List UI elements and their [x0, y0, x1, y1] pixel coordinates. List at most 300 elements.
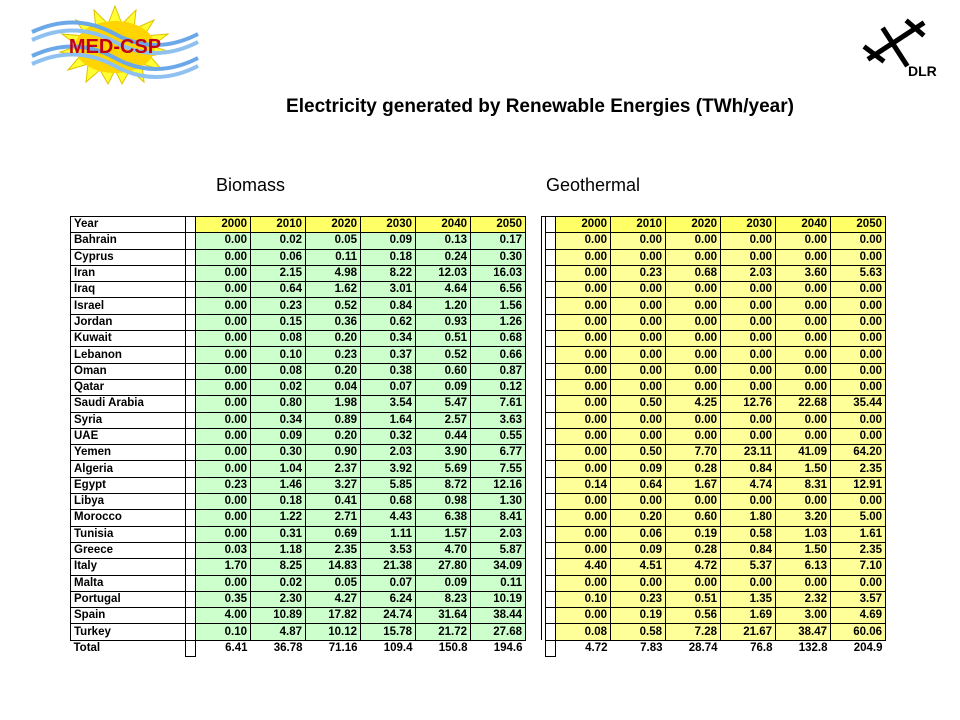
value-cell: 0.18 — [251, 494, 306, 510]
value-cell: 2.37 — [306, 461, 361, 477]
value-cell: 0.30 — [471, 249, 526, 265]
value-cell: 0.00 — [611, 379, 666, 395]
value-cell: 0.34 — [251, 412, 306, 428]
value-cell: 0.19 — [611, 608, 666, 624]
value-cell: 5.00 — [831, 510, 886, 526]
country-name: Kuwait — [71, 331, 186, 347]
value-cell: 0.00 — [556, 494, 611, 510]
gap-spacer — [546, 249, 556, 265]
value-cell: 4.72 — [666, 559, 721, 575]
value-cell: 0.00 — [611, 331, 666, 347]
value-cell: 0.00 — [776, 428, 831, 444]
value-cell: 0.00 — [831, 233, 886, 249]
value-cell: 0.32 — [361, 428, 416, 444]
value-cell: 0.11 — [306, 249, 361, 265]
table-row — [542, 477, 886, 493]
value-cell: 0.00 — [721, 379, 776, 395]
value-cell: 7.61 — [471, 396, 526, 412]
value-cell: 0.62 — [361, 314, 416, 330]
value-cell: 27.80 — [416, 559, 471, 575]
value-cell: 27.68 — [471, 624, 526, 640]
table-row — [71, 608, 526, 624]
value-cell: 0.00 — [196, 412, 251, 428]
value-cell: 0.00 — [721, 331, 776, 347]
value-cell: 0.87 — [471, 363, 526, 379]
value-cell: 2.03 — [721, 265, 776, 281]
value-cell: 0.00 — [196, 298, 251, 314]
value-cell: 0.00 — [721, 494, 776, 510]
gap-spacer — [546, 379, 556, 395]
value-cell: 0.00 — [831, 298, 886, 314]
value-cell: 0.90 — [306, 445, 361, 461]
value-cell: 0.00 — [831, 379, 886, 395]
year-header-cell: 2030 — [361, 217, 416, 233]
table-row — [71, 542, 526, 558]
country-name: UAE — [71, 428, 186, 444]
value-cell: 4.25 — [666, 396, 721, 412]
value-cell: 6.77 — [471, 445, 526, 461]
value-cell: 0.00 — [666, 363, 721, 379]
value-cell: 2.32 — [776, 591, 831, 607]
table-row — [71, 282, 526, 298]
value-cell: 1.80 — [721, 510, 776, 526]
total-row — [71, 640, 526, 656]
value-cell: 0.00 — [196, 510, 251, 526]
gap-spacer — [186, 624, 196, 640]
value-cell: 16.03 — [471, 265, 526, 281]
value-cell: 0.00 — [721, 233, 776, 249]
value-cell: 12.16 — [471, 477, 526, 493]
table-row — [542, 428, 886, 444]
value-cell: 0.00 — [721, 347, 776, 363]
value-cell: 1.50 — [776, 461, 831, 477]
value-cell: 4.43 — [361, 510, 416, 526]
total-value: 76.8 — [721, 640, 776, 656]
gap-spacer — [186, 477, 196, 493]
value-cell: 4.00 — [196, 608, 251, 624]
value-cell: 0.23 — [251, 298, 306, 314]
table-row — [542, 608, 886, 624]
gap-spacer — [546, 624, 556, 640]
value-cell: 1.56 — [471, 298, 526, 314]
value-cell: 0.02 — [251, 379, 306, 395]
value-cell: 0.60 — [416, 363, 471, 379]
year-header-cell: 2050 — [471, 217, 526, 233]
table-row — [542, 445, 886, 461]
gap-spacer — [546, 347, 556, 363]
gap-spacer — [186, 559, 196, 575]
value-cell: 3.00 — [776, 608, 831, 624]
gap-spacer — [546, 363, 556, 379]
table-row — [542, 624, 886, 640]
value-cell: 0.58 — [721, 526, 776, 542]
value-cell: 0.23 — [611, 591, 666, 607]
value-cell: 0.00 — [666, 282, 721, 298]
value-cell: 8.72 — [416, 477, 471, 493]
value-cell: 2.35 — [831, 542, 886, 558]
country-name: Libya — [71, 494, 186, 510]
value-cell: 0.00 — [556, 314, 611, 330]
value-cell: 0.51 — [416, 331, 471, 347]
gap-spacer — [546, 510, 556, 526]
value-cell: 0.09 — [361, 233, 416, 249]
gap-spacer — [186, 640, 196, 656]
value-cell: 0.68 — [471, 331, 526, 347]
total-value: 204.9 — [831, 640, 886, 656]
value-cell: 14.83 — [306, 559, 361, 575]
table-row — [71, 249, 526, 265]
country-name: Greece — [71, 542, 186, 558]
value-cell: 0.00 — [556, 608, 611, 624]
country-name: Bahrain — [71, 233, 186, 249]
year-header-cell: 2050 — [831, 217, 886, 233]
value-cell: 0.60 — [666, 510, 721, 526]
value-cell: 0.00 — [611, 314, 666, 330]
value-cell: 3.20 — [776, 510, 831, 526]
year-header-cell: 2000 — [196, 217, 251, 233]
value-cell: 0.18 — [361, 249, 416, 265]
value-cell: 0.93 — [416, 314, 471, 330]
total-value: 109.4 — [361, 640, 416, 656]
gap-spacer — [546, 282, 556, 298]
value-cell: 1.04 — [251, 461, 306, 477]
med-csp-logo-text: MED-CSP — [68, 36, 162, 58]
gap-spacer — [546, 608, 556, 624]
table-row — [542, 542, 886, 558]
header-row — [542, 217, 886, 233]
value-cell: 0.38 — [361, 363, 416, 379]
value-cell: 2.03 — [471, 526, 526, 542]
table-row — [542, 575, 886, 591]
value-cell: 0.89 — [306, 412, 361, 428]
total-value: 4.72 — [556, 640, 611, 656]
table-row — [71, 331, 526, 347]
value-cell: 0.00 — [611, 428, 666, 444]
total-row — [542, 640, 886, 656]
value-cell: 3.54 — [361, 396, 416, 412]
geothermal-table — [541, 216, 886, 657]
country-name: Iraq — [71, 282, 186, 298]
value-cell: 0.00 — [196, 445, 251, 461]
value-cell: 0.00 — [721, 412, 776, 428]
table-row — [542, 379, 886, 395]
gap-spacer — [186, 217, 196, 233]
value-cell: 0.00 — [556, 282, 611, 298]
gap-spacer — [186, 591, 196, 607]
country-name: Jordan — [71, 314, 186, 330]
value-cell: 0.00 — [831, 363, 886, 379]
value-cell: 0.00 — [196, 265, 251, 281]
value-cell: 0.00 — [666, 331, 721, 347]
country-name: Lebanon — [71, 347, 186, 363]
value-cell: 41.09 — [776, 445, 831, 461]
gap-spacer — [186, 494, 196, 510]
value-cell: 0.00 — [666, 575, 721, 591]
table-row — [542, 314, 886, 330]
table-row — [542, 363, 886, 379]
value-cell: 0.09 — [416, 379, 471, 395]
table-row — [542, 347, 886, 363]
value-cell: 0.20 — [306, 363, 361, 379]
value-cell: 2.57 — [416, 412, 471, 428]
value-cell: 4.40 — [556, 559, 611, 575]
value-cell: 4.87 — [251, 624, 306, 640]
value-cell: 0.00 — [196, 233, 251, 249]
value-cell: 8.41 — [471, 510, 526, 526]
value-cell: 0.00 — [776, 575, 831, 591]
value-cell: 0.05 — [306, 575, 361, 591]
gap-spacer — [546, 396, 556, 412]
value-cell: 1.20 — [416, 298, 471, 314]
value-cell: 3.27 — [306, 477, 361, 493]
country-name: Malta — [71, 575, 186, 591]
gap-spacer — [186, 396, 196, 412]
value-cell: 0.10 — [196, 624, 251, 640]
table-row — [71, 347, 526, 363]
value-cell: 0.00 — [611, 494, 666, 510]
table-row — [542, 526, 886, 542]
value-cell: 0.80 — [251, 396, 306, 412]
value-cell: 0.00 — [831, 314, 886, 330]
value-cell: 0.06 — [251, 249, 306, 265]
value-cell: 0.00 — [831, 347, 886, 363]
table-row — [542, 233, 886, 249]
gap-spacer — [186, 298, 196, 314]
value-cell: 1.03 — [776, 526, 831, 542]
value-cell: 0.84 — [361, 298, 416, 314]
value-cell: 0.00 — [776, 249, 831, 265]
value-cell: 8.31 — [776, 477, 831, 493]
value-cell: 0.28 — [666, 461, 721, 477]
total-value: 28.74 — [666, 640, 721, 656]
value-cell: 0.12 — [471, 379, 526, 395]
value-cell: 0.11 — [471, 575, 526, 591]
total-label: Total — [73, 642, 101, 655]
value-cell: 0.02 — [251, 575, 306, 591]
value-cell: 3.01 — [361, 282, 416, 298]
value-cell: 0.00 — [831, 428, 886, 444]
value-cell: 6.24 — [361, 591, 416, 607]
value-cell: 0.08 — [251, 363, 306, 379]
table-row — [71, 510, 526, 526]
year-header-cell: 2020 — [666, 217, 721, 233]
value-cell: 0.00 — [666, 494, 721, 510]
value-cell: 7.28 — [666, 624, 721, 640]
value-cell: 0.28 — [666, 542, 721, 558]
value-cell: 1.69 — [721, 608, 776, 624]
table-row — [71, 379, 526, 395]
value-cell: 0.09 — [416, 575, 471, 591]
value-cell: 0.36 — [306, 314, 361, 330]
value-cell: 0.14 — [556, 477, 611, 493]
value-cell: 64.20 — [831, 445, 886, 461]
value-cell: 0.08 — [556, 624, 611, 640]
value-cell: 0.00 — [556, 249, 611, 265]
table-row — [71, 428, 526, 444]
total-value: 7.83 — [611, 640, 666, 656]
value-cell: 0.00 — [776, 412, 831, 428]
table-row — [71, 298, 526, 314]
value-cell: 0.02 — [251, 233, 306, 249]
value-cell: 1.61 — [831, 526, 886, 542]
value-cell: 0.00 — [556, 233, 611, 249]
value-cell: 0.03 — [196, 542, 251, 558]
value-cell: 0.00 — [556, 265, 611, 281]
value-cell: 4.51 — [611, 559, 666, 575]
year-header-cell: 2010 — [251, 217, 306, 233]
value-cell: 3.60 — [776, 265, 831, 281]
value-cell: 5.87 — [471, 542, 526, 558]
table-row — [542, 396, 886, 412]
gap-spacer — [546, 559, 556, 575]
value-cell: 0.24 — [416, 249, 471, 265]
value-cell: 0.00 — [666, 233, 721, 249]
value-cell: 7.55 — [471, 461, 526, 477]
gap-spacer — [186, 608, 196, 624]
value-cell: 0.23 — [611, 265, 666, 281]
gap-spacer — [186, 331, 196, 347]
value-cell: 0.00 — [611, 298, 666, 314]
value-cell: 0.64 — [611, 477, 666, 493]
country-name: Saudi Arabia — [71, 396, 186, 412]
value-cell: 10.19 — [471, 591, 526, 607]
value-cell: 0.00 — [776, 314, 831, 330]
value-cell: 0.00 — [721, 282, 776, 298]
value-cell: 31.64 — [416, 608, 471, 624]
value-cell: 0.00 — [776, 494, 831, 510]
value-cell: 0.00 — [776, 363, 831, 379]
gap-spacer — [546, 331, 556, 347]
table-row — [71, 314, 526, 330]
gap-spacer — [546, 461, 556, 477]
value-cell: 60.06 — [831, 624, 886, 640]
value-cell: 0.09 — [251, 428, 306, 444]
gap-spacer — [546, 412, 556, 428]
value-cell: 3.53 — [361, 542, 416, 558]
value-cell: 0.00 — [831, 331, 886, 347]
value-cell: 0.00 — [611, 249, 666, 265]
value-cell: 0.09 — [611, 542, 666, 558]
gap-spacer — [186, 379, 196, 395]
value-cell: 0.00 — [776, 347, 831, 363]
value-cell: 0.00 — [721, 575, 776, 591]
dlr-emblem-icon — [866, 22, 922, 64]
value-cell: 1.98 — [306, 396, 361, 412]
value-cell: 6.38 — [416, 510, 471, 526]
table-row — [71, 233, 526, 249]
value-cell: 0.00 — [776, 298, 831, 314]
table-row — [71, 412, 526, 428]
value-cell: 0.44 — [416, 428, 471, 444]
value-cell: 10.89 — [251, 608, 306, 624]
value-cell: 1.70 — [196, 559, 251, 575]
value-cell: 0.00 — [666, 379, 721, 395]
gap-spacer — [546, 314, 556, 330]
value-cell: 21.72 — [416, 624, 471, 640]
value-cell: 2.15 — [251, 265, 306, 281]
value-cell: 0.00 — [666, 412, 721, 428]
gap-spacer — [186, 249, 196, 265]
value-cell: 0.00 — [196, 249, 251, 265]
value-cell: 0.00 — [556, 526, 611, 542]
value-cell: 0.10 — [251, 347, 306, 363]
value-cell: 0.07 — [361, 575, 416, 591]
gap-spacer — [546, 526, 556, 542]
value-cell: 0.00 — [556, 298, 611, 314]
value-cell: 1.46 — [251, 477, 306, 493]
country-name: Turkey — [71, 624, 186, 640]
value-cell: 0.51 — [666, 591, 721, 607]
year-header-cell: 2010 — [611, 217, 666, 233]
value-cell: 0.00 — [666, 249, 721, 265]
dlr-logo-text: DLR — [908, 63, 937, 79]
table-row — [71, 559, 526, 575]
gap-spacer — [186, 445, 196, 461]
year-header-cell: 2030 — [721, 217, 776, 233]
gap-spacer — [546, 575, 556, 591]
value-cell: 5.69 — [416, 461, 471, 477]
table-row — [542, 249, 886, 265]
value-cell: 0.00 — [611, 347, 666, 363]
value-cell: 0.00 — [776, 379, 831, 395]
value-cell: 2.71 — [306, 510, 361, 526]
value-cell: 0.00 — [556, 510, 611, 526]
gap-spacer — [186, 412, 196, 428]
value-cell: 21.38 — [361, 559, 416, 575]
table-row — [542, 331, 886, 347]
value-cell: 0.00 — [611, 233, 666, 249]
country-name: Italy — [71, 559, 186, 575]
value-cell: 0.00 — [196, 379, 251, 395]
value-cell: 1.62 — [306, 282, 361, 298]
value-cell: 5.63 — [831, 265, 886, 281]
value-cell: 0.00 — [611, 363, 666, 379]
table-row — [71, 526, 526, 542]
value-cell: 22.68 — [776, 396, 831, 412]
value-cell: 0.00 — [556, 428, 611, 444]
value-cell: 0.35 — [196, 591, 251, 607]
value-cell: 0.00 — [196, 494, 251, 510]
gap-spacer — [186, 461, 196, 477]
value-cell: 4.69 — [831, 608, 886, 624]
value-cell: 0.00 — [831, 249, 886, 265]
value-cell: 0.00 — [666, 428, 721, 444]
value-cell: 0.84 — [721, 542, 776, 558]
country-name: Qatar — [71, 379, 186, 395]
value-cell: 1.18 — [251, 542, 306, 558]
value-cell: 0.09 — [611, 461, 666, 477]
value-cell: 0.00 — [556, 363, 611, 379]
value-cell: 35.44 — [831, 396, 886, 412]
value-cell: 0.06 — [611, 526, 666, 542]
total-value: 132.8 — [776, 640, 831, 656]
value-cell: 5.37 — [721, 559, 776, 575]
value-cell: 0.20 — [306, 331, 361, 347]
dlr-logo — [862, 18, 942, 80]
gap-spacer — [186, 542, 196, 558]
gap-spacer — [186, 575, 196, 591]
value-cell: 0.66 — [471, 347, 526, 363]
value-cell: 21.67 — [721, 624, 776, 640]
value-cell: 0.69 — [306, 526, 361, 542]
value-cell: 0.00 — [556, 347, 611, 363]
year-header-cell: 2000 — [556, 217, 611, 233]
year-header-cell: 2020 — [306, 217, 361, 233]
value-cell: 0.84 — [721, 461, 776, 477]
value-cell: 0.20 — [611, 510, 666, 526]
value-cell: 0.00 — [611, 282, 666, 298]
value-cell: 0.37 — [361, 347, 416, 363]
